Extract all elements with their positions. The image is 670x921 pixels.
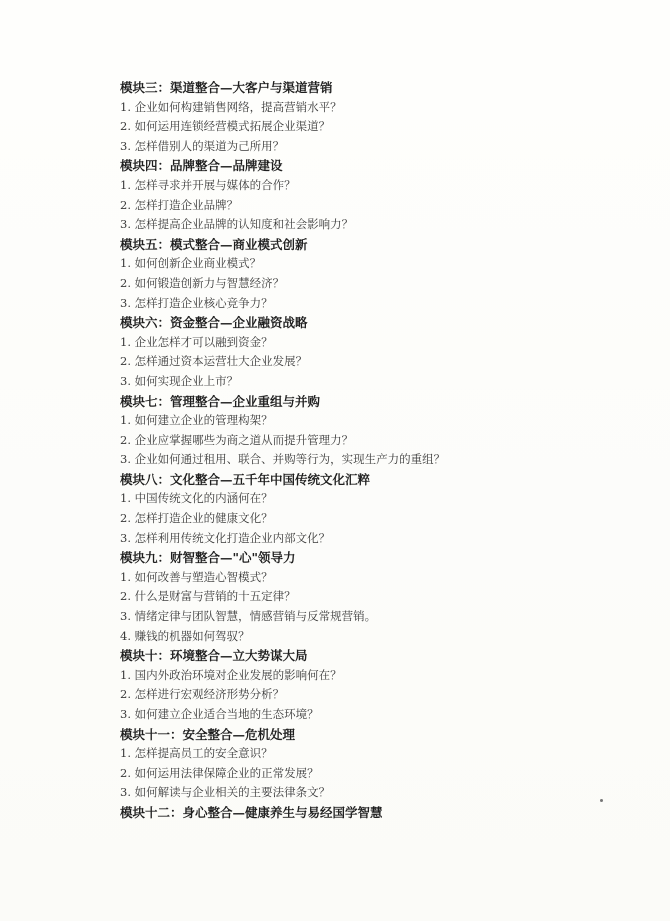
question-item: 2. 如何运用连锁经营模式拓展企业渠道？	[120, 119, 331, 134]
question-item: 3. 企业如何通过租用、联合、并购等行为，实现生产力的重组？	[120, 452, 446, 467]
question-item: 1. 如何建立企业的管理构架？	[120, 413, 273, 428]
module-heading: 模块十二：身心整合—健康养生与易经国学智慧	[120, 804, 383, 820]
module-heading: 模块十一：安全整合—危机处理	[120, 726, 296, 742]
question-item: 1. 如何创新企业商业模式？	[120, 256, 262, 271]
question-item: 1. 怎样提高员工的安全意识？	[120, 746, 273, 761]
module-heading: 模块四：品牌整合—品牌建设	[120, 158, 283, 174]
question-item: 1. 企业怎样才可以融到资金？	[120, 334, 273, 349]
document-body	[120, 78, 580, 823]
question-item: 2. 什么是财富与营销的十五定律？	[120, 589, 296, 604]
question-item: 3. 如何建立企业适合当地的生态环境？	[120, 707, 319, 721]
question-item: 3. 怎样提高企业品牌的认知度和社会影响力？	[120, 217, 354, 232]
question-item: 2. 怎样通过资本运营壮大企业发展？	[120, 354, 308, 369]
question-item: 1. 企业如何构建销售网络，提高营销水平？	[120, 99, 342, 114]
question-item: 2. 如何运用法律保障企业的正常发展？	[120, 765, 319, 780]
question-item: 4. 赚钱的机器如何驾驭？	[120, 628, 250, 643]
question-item: 2. 怎样打造企业品牌？	[120, 197, 239, 212]
question-item: 3. 怎样打造企业核心竞争力？	[120, 295, 273, 310]
question-item: 2. 企业应掌握哪些为商之道从而提升管理力？	[120, 432, 354, 447]
module-heading: 模块八：文化整合—五千年中国传统文化汇粹	[120, 471, 371, 487]
question-item: 2. 怎样进行宏观经济形势分析？	[120, 687, 285, 702]
question-item: 3. 怎样利用传统文化打造企业内部文化？	[120, 530, 331, 545]
question-item: 2. 如何锻造创新力与智慧经济？	[120, 275, 285, 290]
question-item: 1. 怎样寻求并开展与媒体的合作？	[120, 177, 296, 192]
question-item: 2. 怎样打造企业的健康文化？	[120, 511, 273, 526]
question-item: 1. 国内外政治环境对企业发展的影响何在？	[120, 667, 342, 682]
question-item: 3. 如何解读与企业相关的主要法律条文？	[120, 785, 331, 800]
question-item: 1. 如何改善与塑造心智模式？	[120, 569, 273, 584]
question-item: 3. 情绪定律与团队智慧，情感营销与反常规营销。	[120, 609, 377, 624]
module-heading: 模块六：资金整合—企业融资战略	[120, 315, 308, 331]
module-heading: 模块七：管理整合—企业重组与并购	[120, 393, 321, 409]
scan-speck	[600, 799, 603, 802]
question-item: 1. 中国传统文化的内涵何在？	[120, 491, 273, 506]
module-heading: 模块十：环境整合—立大势谋大局	[120, 648, 308, 664]
question-item: 3. 如何实现企业上市？	[120, 373, 239, 388]
question-item: 3. 怎样借别人的渠道为己所用？	[120, 138, 285, 153]
module-heading: 模块三：渠道整合—大客户与渠道营销	[120, 80, 333, 95]
module-heading: 模块九：财智整合—"心"领导力	[120, 550, 296, 566]
module-heading: 模块五：模式整合—商业模式创新	[120, 236, 308, 252]
